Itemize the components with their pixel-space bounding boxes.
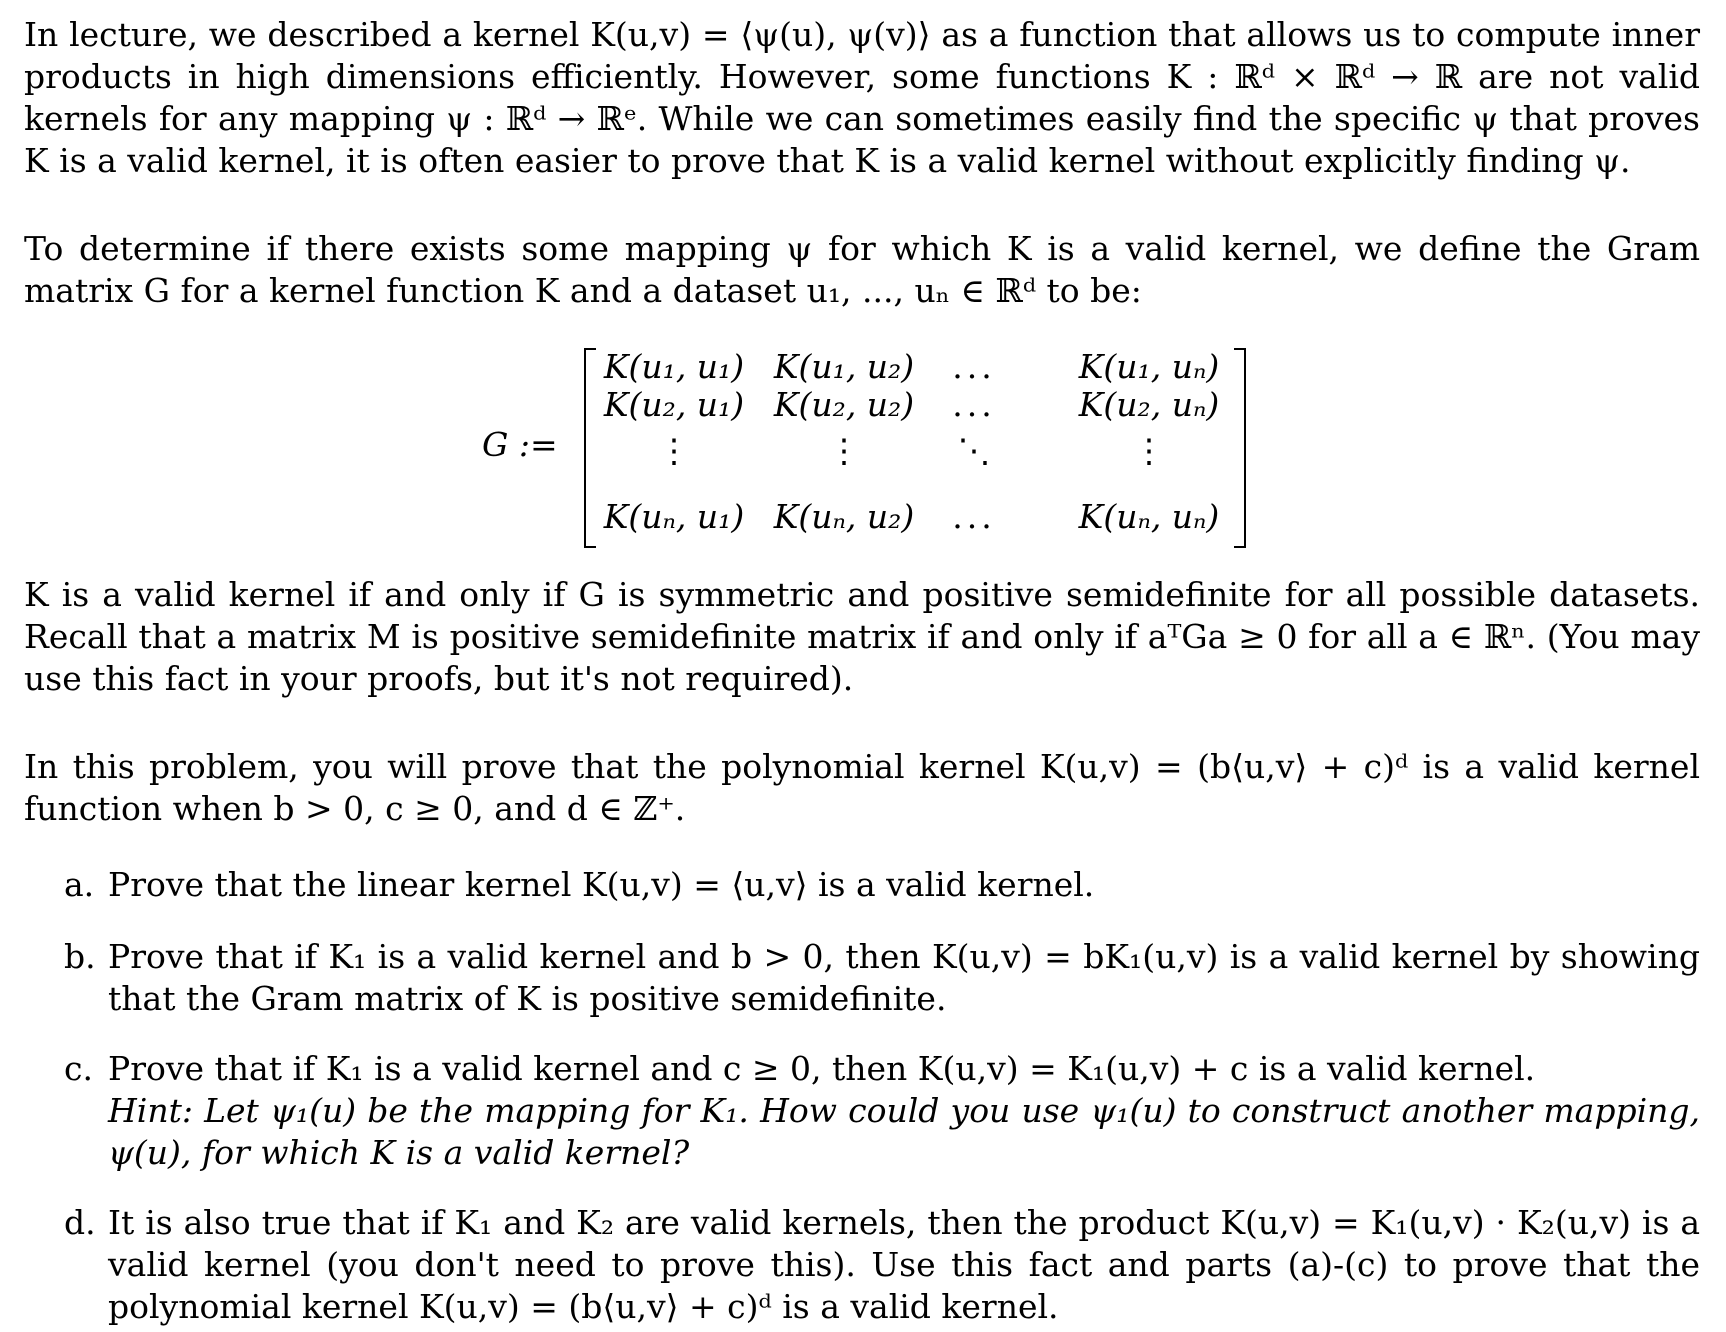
matrix-cell: K(u₁, u₁) [603,347,745,386]
part-text: Prove that the linear kernel K(u,v) = ⟨u,v⟩ is a valid kernel. [108,865,1095,904]
gram-matrix [24,346,1700,556]
gram-matrix-label: G := [482,425,558,464]
matrix-right-bracket [1234,348,1246,548]
matrix-cell: K(u₁, u₂) [773,347,915,386]
gram-definition-paragraph [24,228,1700,312]
problem-paragraph [24,746,1700,830]
intro-paragraph [24,14,1700,182]
part-c-statement: Prove that if K₁ is a valid kernel and c ≥ 0, then K(u,v) = K₁(u,v) + c is a valid kernel. [108,1049,1536,1088]
matrix-cell: K(u₂, u₂) [773,385,915,424]
part-text: Prove that if K₁ is a valid kernel and b > 0, then K(u,v) = bK₁(u,v) is a valid kernel by showing that the Gram matrix of K is positive semidefinite. [108,937,1700,1018]
matrix-cell: ⋮ [827,431,861,470]
part-label: c. [64,1049,93,1088]
paragraph-3: K is a valid kernel if and only if G is symmetric and positive semidefinite for all possible datasets. Recall that a matrix M is positive semidefinite matrix if and only if aᵀGa ≥ 0 for all a ∈ ℝⁿ. (You may use this fact in your proofs, but it's not required). [24,575,1700,698]
matrix-cell: ... [952,347,996,386]
matrix-cell: K(uₙ, u₂) [773,497,915,536]
matrix-cell: ... [952,497,996,536]
matrix-cell: ⋱ [957,431,991,470]
part-label: b. [64,937,96,976]
matrix-cell: K(u₁, uₙ) [1078,347,1220,386]
matrix-cell: ⋮ [1132,431,1166,470]
matrix-cell: K(uₙ, u₁) [603,497,745,536]
matrix-cell: ⋮ [657,431,691,470]
paragraph-4: In this problem, you will prove that the polynomial kernel K(u,v) = (b⟨u,v⟩ + c)ᵈ is a valid kernel function when b > 0, c ≥ 0, and d ∈ ℤ⁺. [24,747,1700,828]
part-label: d. [64,1203,96,1242]
part-label: a. [64,865,95,904]
matrix-cell: ... [952,385,996,424]
matrix-cell: K(u₂, uₙ) [1078,385,1220,424]
part-text [108,1048,1700,1174]
paragraph-1: In lecture, we described a kernel K(u,v) = ⟨ψ(u), ψ(v)⟩ as a function that allows us to compute inner products in high dimensions efficiently. However, some functions K : ℝᵈ × ℝᵈ → ℝ are not valid kernels for any mapping ψ : ℝᵈ → ℝᵉ. While we can sometimes easily find the specific ψ that proves K is a valid kernel, it is often easier to prove that K is a valid kernel without explicitly finding ψ. [24,15,1700,180]
part-c-hint: Hint: Let ψ₁(u) be the mapping for K₁. How could you use ψ₁(u) to construct another mapping, ψ(u), for which K is a valid kernel? [108,1091,1700,1172]
part-text: It is also true that if K₁ and K₂ are valid kernels, then the product K(u,v) = K₁(u,v) · K₂(u,v) is a valid kernel (you don't need to prove this). Use this fact and parts (a)-(c) to prove that the polynomial kernel K(u,v) = (b⟨u,v⟩ + c)ᵈ is a valid kernel. [108,1203,1700,1326]
paragraph-2: To determine if there exists some mapping ψ for which K is a valid kernel, we define the Gram matrix G for a kernel function K and a dataset u₁, ..., uₙ ∈ ℝᵈ to be: [24,229,1700,310]
matrix-left-bracket [584,348,596,548]
matrix-cell: K(u₂, u₁) [603,385,745,424]
psd-paragraph [24,574,1700,700]
matrix-cell: K(uₙ, uₙ) [1078,497,1220,536]
